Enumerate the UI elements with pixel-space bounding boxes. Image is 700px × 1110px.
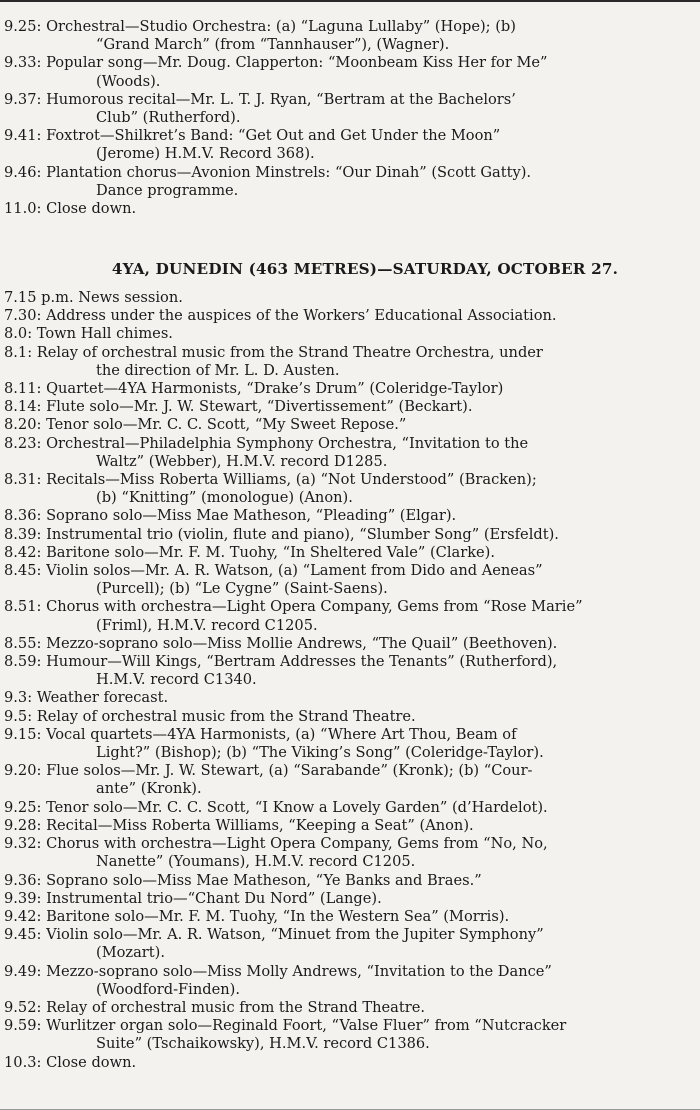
entry-time: 8.42: [4,543,42,561]
entry-continuation: Nanette” (Youmans), H.M.V. record C1205. [96,853,416,871]
entry-text: Address under the auspices of the Workers’ Educational Association. [46,307,557,325]
entry-time: 8.1: [4,343,33,361]
schedule-entry [0,344,700,362]
entry-time: 9.15: [4,725,42,743]
entry-time: 8.36: [4,507,42,525]
schedule-entry [0,1054,700,1072]
schedule-entry [0,164,700,182]
entry-continuation: Light?” (Bishop); (b) “The Viking’s Song” (Coleridge-Taylor). [96,744,544,762]
entry-text: Quartet—4YA Harmonists, “Drake’s Drum” (Coleridge-Taylor) [46,380,504,398]
entry-time: 9.3: [4,689,33,707]
entry-continuation: (Mozart). [96,944,165,962]
schedule-entry [0,471,700,489]
entry-continuation: (Friml), H.M.V. record C1205. [96,616,318,634]
entry-text: Tenor solo—Mr. C. C. Scott, “I Know a Lovely Garden” (d’Hardelot). [46,798,548,816]
entry-text: p.m. News session. [41,289,183,306]
schedule-entry [0,726,700,744]
entry-continuation: Club” (Rutherford). [96,109,241,127]
entry-time: 9.28: [4,816,42,834]
entry-time: 8.39: [4,525,42,543]
entry-text: Violin solo—Mr. A. R. Watson, “Minuet from the Jupiter Symphony” [46,926,544,944]
entry-time: 9.41: [4,127,42,145]
schedule-entry [0,325,700,343]
entry-text: Instrumental trio—“Chant Du Nord” (Lange). [46,889,382,907]
entry-time: 9.46: [4,163,42,181]
entry-continuation: “Grand March” (from “Tannhauser”), (Wagner). [96,36,450,54]
entry-text: Recitals—Miss Roberta Williams, (a) “Not Understood” (Bracken); [46,471,537,489]
entry-continuation: ante” (Kronk). [96,780,202,798]
entry-text: Flute solo—Mr. J. W. Stewart, “Divertissement” (Beckart). [46,398,473,416]
entry-time: 10.3: [4,1053,42,1071]
entry-continuation: H.M.V. record C1340. [96,671,257,689]
schedule-entry [0,872,700,890]
top-rule [0,0,700,2]
entry-time: 9.42: [4,907,42,925]
entry-time: 9.39: [4,889,42,907]
entry-text: Vocal quartets—4YA Harmonists, (a) “Where Art Thou, Beam of [46,725,517,743]
entry-text: Relay of orchestral music from the Strand Theatre Orchestra, under [36,343,543,361]
schedule-entry [0,398,700,416]
entry-text: Tenor solo—Mr. C. C. Scott, “My Sweet Repose.” [46,416,407,434]
schedule-entry [0,54,700,72]
entry-text: Orchestral—Philadelphia Symphony Orchestra, “Invitation to the [46,434,529,452]
entry-time: 9.5: [4,707,33,725]
entry-time: 9.45: [4,926,42,944]
schedule-entry [0,416,700,434]
entry-time: 9.33: [4,54,42,72]
entry-text: Soprano solo—Miss Mae Matheson, “Pleading” (Elgar). [46,507,457,525]
entry-time: 9.25: [4,18,42,35]
entry-text: Chorus with orchestra—Light Opera Company, Gems from “Rose Marie” [46,598,583,616]
entry-time: 8.45: [4,562,42,580]
entry-text: Close down. [46,1053,137,1071]
schedule-entry [0,307,700,325]
entry-time: 7.15 [4,289,37,306]
schedule-entry [0,91,700,109]
schedule-entry [0,926,700,944]
entry-text: Close down. [46,200,137,218]
entry-continuation: (Jerome) H.M.V. Record 368). [96,145,315,163]
schedule-entry [0,562,700,580]
entry-text: Town Hall chimes. [36,325,173,343]
schedule-entry [0,127,700,145]
entry-time: 8.31: [4,471,42,489]
entry-time: 8.0: [4,325,33,343]
entry-text: Plantation chorus—Avonion Minstrels: “Our Dinah” (Scott Gatty). [46,163,532,181]
schedule-entry [0,544,700,562]
entry-text: Instrumental trio (violin, flute and piano), “Slumber Song” (Ersfeldt). [46,525,559,543]
entry-text: Mezzo-soprano solo—Miss Mollie Andrews, “The Quail” (Beethoven). [46,634,558,652]
schedule-entry [0,526,700,544]
schedule-entry [0,380,700,398]
schedule-entry [0,200,700,218]
entry-time: 9.32: [4,835,42,853]
schedule-entry [0,635,700,653]
entry-text: Humorous recital—Mr. L. T. J. Ryan, “Bertram at the Bachelors’ [46,90,516,108]
entry-time: 7.30: [4,307,42,325]
entry-time: 9.59: [4,1017,42,1035]
entry-text: Violin solos—Mr. A. R. Watson, (a) “Lament from Dido and Aeneas” [46,562,543,580]
entry-text: Recital—Miss Roberta Williams, “Keeping a Seat” (Anon). [46,816,474,834]
station-heading: 4YA, DUNEDIN (463 METRES)—SATURDAY, OCTOBER 27. [111,260,619,278]
schedule-entry [0,289,700,307]
entry-text: Wurlitzer organ solo—Reginald Foort, “Valse Fluer” from “Nutcracker [46,1017,567,1035]
schedule-entry [0,1017,700,1035]
entry-text: Baritone solo—Mr. F. M. Tuohy, “In Sheltered Vale” (Clarke). [46,543,496,561]
entry-text: Flue solos—Mr. J. W. Stewart, (a) “Sarabande” (Kronk); (b) “Cour- [46,762,533,780]
schedule-entry [0,762,700,780]
station-heading-block [0,260,700,278]
entry-text: Chorus with orchestra—Light Opera Company, Gems from “No, No, [46,835,548,853]
entry-text: Foxtrot—Shilkret’s Band: “Get Out and Get Under the Moon” [46,127,501,145]
entry-text: Popular song—Mr. Doug. Clapperton: “Moonbeam Kiss Her for Me” [46,54,548,72]
entry-time: 8.51: [4,598,42,616]
schedule-entry [0,799,700,817]
entry-time: 11.0: [4,200,42,218]
entry-time: 9.36: [4,871,42,889]
entry-text: Relay of orchestral music from the Strand Theatre. [36,707,416,725]
entry-time: 9.37: [4,90,42,108]
entry-time: 8.59: [4,653,42,671]
schedule-entry [0,963,700,981]
entry-time: 9.49: [4,962,42,980]
entry-text: Mezzo-soprano solo—Miss Molly Andrews, “Invitation to the Dance” [46,962,552,980]
schedule-entry [0,598,700,616]
schedule-entry [0,817,700,835]
schedule-entry [0,890,700,908]
entry-text: Humour—Will Kings, “Bertram Addresses the Tenants” (Rutherford), [46,653,558,671]
entry-time: 8.14: [4,398,42,416]
entry-continuation: (Purcell); (b) “Le Cygne” (Saint-Saens). [96,580,388,598]
entry-time: 8.55: [4,634,42,652]
entry-text: Baritone solo—Mr. F. M. Tuohy, “In the Western Sea” (Morris). [46,907,510,925]
entry-continuation: (Woods). [96,72,161,90]
schedule-entry [0,708,700,726]
entry-continuation: (Woodford-Finden). [96,980,240,998]
schedule-entry [0,435,700,453]
entry-continuation: the direction of Mr. L. D. Austen. [96,361,340,379]
entry-continuation: Waltz” (Webber), H.M.V. record D1285. [96,452,388,470]
entry-time: 9.25: [4,798,42,816]
schedule-entry [0,908,700,926]
entry-text: Weather forecast. [36,689,169,707]
entry-time: 8.20: [4,416,42,434]
entry-continuation: (b) “Knitting” (monologue) (Anon). [96,489,353,507]
entry-time: 9.52: [4,998,42,1016]
schedule-entry [0,689,700,707]
entry-time: 8.11: [4,380,42,398]
entry-text: Soprano solo—Miss Mae Matheson, “Ye Banks and Braes.” [46,871,482,889]
dunedin-programme-section [0,289,700,1072]
entry-continuation: Suite” (Tschaikowsky), H.M.V. record C1386. [96,1035,430,1053]
top-programme-section [0,18,700,218]
schedule-entry [0,835,700,853]
entry-continuation: Dance programme. [96,181,239,199]
entry-text: Relay of orchestral music from the Strand Theatre. [46,998,425,1016]
entry-time: 8.23: [4,434,42,452]
schedule-entry [0,18,700,36]
schedule-entry [0,999,700,1017]
schedule-entry [0,653,700,671]
entry-text: Orchestral—Studio Orchestra: (a) “Laguna Lullaby” (Hope); (b) [46,18,516,35]
schedule-entry [0,507,700,525]
entry-time: 9.20: [4,762,42,780]
